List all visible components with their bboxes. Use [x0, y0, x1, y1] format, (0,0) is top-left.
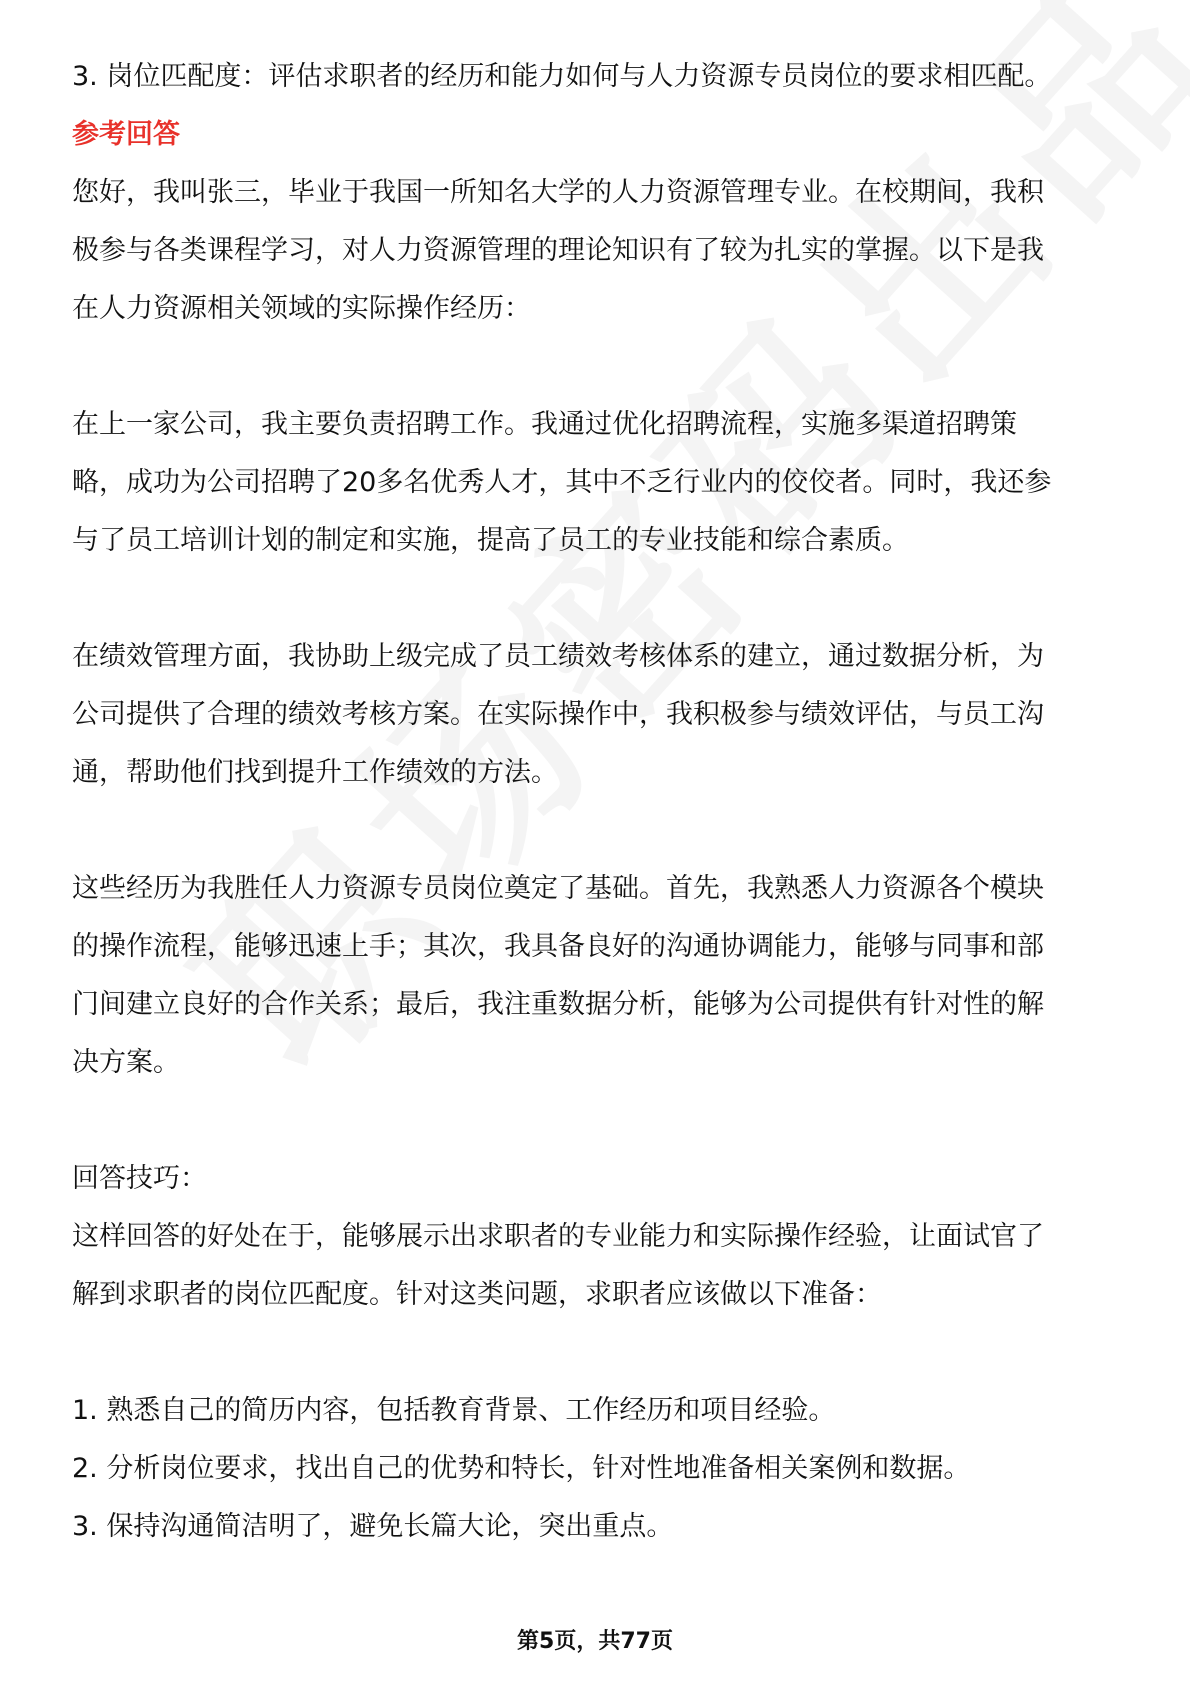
page-number-footer: 第5页，共77页 — [517, 1629, 673, 1654]
answer-paragraph-2 — [72, 396, 1122, 570]
answer-line: 略，成功为公司招聘了20多名优秀人才，其中不乏行业内的佼佼者。同时，我还参 — [72, 467, 1052, 498]
answer-paragraph-1 — [72, 164, 1122, 338]
tips-intro — [72, 1208, 1122, 1324]
list-item: 2. 分析岗位要求，找出自己的优势和特长，针对性地准备相关案例和数据。 — [72, 1453, 971, 1484]
answer-line: 通，帮助他们找到提升工作绩效的方法。 — [72, 757, 558, 788]
tips-list — [72, 1382, 1122, 1556]
answer-paragraph-4 — [72, 860, 1122, 1092]
reference-answer-heading: 参考回答 — [72, 119, 180, 150]
answer-line: 这些经历为我胜任人力资源专员岗位奠定了基础。首先，我熟悉人力资源各个模块 — [72, 873, 1044, 904]
tips-intro-line: 这样回答的好处在于，能够展示出求职者的专业能力和实际操作经验，让面试官了 — [72, 1221, 1044, 1252]
answer-line: 与了员工培训计划的制定和实施，提高了员工的专业技能和综合素质。 — [72, 525, 909, 556]
page-content — [72, 48, 1122, 1556]
list-item: 3. 保持沟通简洁明了，避免长篇大论，突出重点。 — [72, 1511, 674, 1542]
answer-line: 门间建立良好的合作关系；最后，我注重数据分析，能够为公司提供有针对性的解 — [72, 989, 1044, 1020]
answer-line: 极参与各类课程学习，对人力资源管理的理论知识有了较为扎实的掌握。以下是我 — [72, 235, 1044, 266]
answer-line: 公司提供了合理的绩效考核方案。在实际操作中，我积极参与绩效评估，与员工沟 — [72, 699, 1044, 730]
list-item: 1. 熟悉自己的简历内容，包括教育背景、工作经历和项目经验。 — [72, 1395, 836, 1426]
answer-line: 的操作流程，能够迅速上手；其次，我具备良好的沟通协调能力，能够与同事和部 — [72, 931, 1044, 962]
answer-paragraph-3 — [72, 628, 1122, 802]
answer-line: 您好，我叫张三，毕业于我国一所知名大学的人力资源管理专业。在校期间，我积 — [72, 177, 1044, 208]
tips-intro-line: 解到求职者的岗位匹配度。针对这类问题，求职者应该做以下准备： — [72, 1279, 882, 1310]
tips-heading: 回答技巧： — [72, 1163, 207, 1194]
answer-line: 在人力资源相关领域的实际操作经历： — [72, 293, 531, 324]
answer-line: 决方案。 — [72, 1047, 180, 1078]
answer-line: 在绩效管理方面，我协助上级完成了员工绩效考核体系的建立，通过数据分析，为 — [72, 641, 1044, 672]
answer-line: 在上一家公司，我主要负责招聘工作。我通过优化招聘流程，实施多渠道招聘策 — [72, 409, 1017, 440]
intro-point: 3. 岗位匹配度：评估求职者的经历和能力如何与人力资源专员岗位的要求相匹配。 — [72, 61, 1052, 92]
